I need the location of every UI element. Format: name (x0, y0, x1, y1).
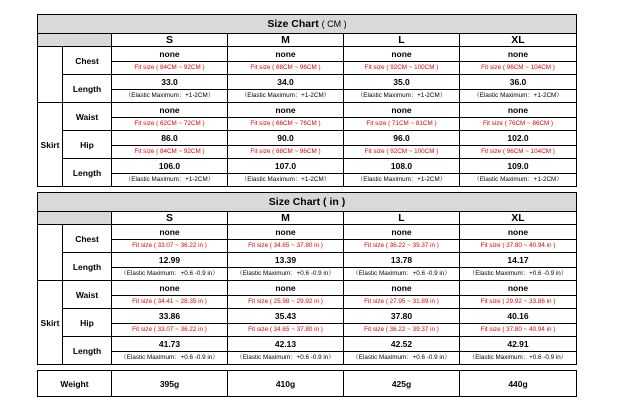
measure-cell (112, 159, 228, 187)
measure-cell (344, 47, 460, 75)
measure-cell (460, 159, 577, 187)
size-chart-cm-table (37, 14, 577, 187)
measure-row-length (38, 337, 577, 365)
measure-row-chest (38, 47, 577, 75)
size-chart-in-title: Size Chart ( in ) (38, 193, 577, 212)
weight-xl: 440g (460, 371, 577, 397)
measure-label: Length (63, 75, 112, 103)
elastic-note: （Elastic Maximum：+1-2CM） (473, 176, 563, 183)
measure-cell (460, 103, 577, 131)
measure-cell (228, 131, 344, 159)
measure-label: Length (63, 337, 112, 365)
elastic-note: （Elastic Maximum：+1-2CM） (356, 176, 447, 183)
size-header-l: L (344, 212, 460, 225)
measure-cell (344, 281, 460, 309)
measure-label: Length (63, 159, 112, 187)
fit-size-note: Fit size ( 29.92 ~ 33.86 in ) (480, 298, 556, 305)
measure-cell (460, 281, 577, 309)
measure-cell (344, 131, 460, 159)
measure-value: 42.13 (228, 337, 343, 352)
measure-value: 34.0 (228, 75, 343, 90)
fit-size-note: Fit size ( 37.80 ~ 40.94 in ) (480, 326, 556, 333)
size-header-xl: XL (460, 212, 577, 225)
measure-cell (112, 131, 228, 159)
fit-size-note: Fit size ( 36.22 ~ 39.37 in ) (364, 242, 439, 249)
measure-cell (460, 337, 577, 365)
fit-size-note: Fit size ( 36.22 ~ 39.37 in ) (364, 326, 439, 333)
measure-cell (344, 103, 460, 131)
measure-value: none (112, 47, 227, 62)
weight-s: 395g (112, 371, 228, 397)
measure-value: 36.0 (460, 75, 576, 90)
measure-value: 13.39 (228, 253, 343, 268)
size-header-s: S (112, 212, 228, 225)
measure-cell (460, 75, 577, 103)
elastic-note: （Elastic Maximum：+0.6 -0.9 in） (236, 354, 335, 361)
measure-value: none (460, 47, 576, 62)
elastic-note: （Elastic Maximum：+1-2CM） (473, 92, 563, 99)
measure-label: Hip (63, 131, 112, 159)
measure-label: Waist (63, 103, 112, 131)
measure-value: 35.43 (228, 309, 343, 324)
elastic-note: （Elastic Maximum：+0.6 -0.9 in） (468, 354, 568, 361)
measure-value: none (460, 103, 576, 118)
measure-value: 33.86 (112, 309, 227, 324)
measure-label: Waist (63, 281, 112, 309)
fit-size-note: Fit size ( 96CM ~ 104CM ) (481, 148, 555, 155)
elastic-note: （Elastic Maximum：+0.6 -0.9 in） (120, 354, 219, 361)
fit-size-note: Fit size ( 33.07 ~ 36.22 in ) (132, 242, 207, 249)
measure-row-length (38, 253, 577, 281)
fit-size-note: Fit size ( 88CM ~ 96CM ) (250, 64, 321, 71)
measure-cell (112, 75, 228, 103)
measure-row-chest (38, 225, 577, 253)
measure-value: 107.0 (228, 159, 343, 174)
measure-cell (228, 253, 344, 281)
weight-table (37, 370, 577, 397)
size-header-xl: XL (460, 34, 577, 47)
measure-cell (460, 253, 577, 281)
measure-row-length (38, 159, 577, 187)
size-header-m: M (228, 212, 344, 225)
measure-cell (228, 103, 344, 131)
measure-label: Chest (63, 225, 112, 253)
measure-label: Hip (63, 309, 112, 337)
size-chart-cm-title: Size Chart ( CM ) (38, 15, 577, 34)
fit-size-note: Fit size ( 76CM ~ 86CM ) (482, 120, 554, 127)
group-top (38, 47, 63, 103)
measure-cell (344, 309, 460, 337)
measure-row-hip (38, 309, 577, 337)
measure-value: 108.0 (344, 159, 459, 174)
measure-row-waist (38, 103, 577, 131)
measure-label: Length (63, 253, 112, 281)
measure-value: 42.52 (344, 337, 459, 352)
measure-value: 42.91 (460, 337, 576, 352)
measure-cell (228, 159, 344, 187)
elastic-note: （Elastic Maximum：+0.6 -0.9 in） (352, 354, 451, 361)
measure-cell (344, 225, 460, 253)
size-header-blank (38, 34, 112, 47)
elastic-note: （Elastic Maximum：+1-2CM） (240, 92, 331, 99)
measure-value: 109.0 (460, 159, 576, 174)
measure-value: 40.16 (460, 309, 576, 324)
group-skirt: Skirt (38, 103, 63, 187)
measure-row-length (38, 75, 577, 103)
measure-cell (460, 47, 577, 75)
weight-m: 410g (228, 371, 344, 397)
fit-size-note: Fit size ( 84CM ~ 92CM ) (134, 64, 205, 71)
measure-value: none (344, 103, 459, 118)
measure-value: 90.0 (228, 131, 343, 146)
fit-size-note: Fit size ( 66CM ~ 76CM ) (250, 120, 321, 127)
measure-value: 106.0 (112, 159, 227, 174)
measure-value: 13.78 (344, 253, 459, 268)
measure-value: 41.73 (112, 337, 227, 352)
measure-cell (344, 75, 460, 103)
elastic-note: （Elastic Maximum：+1-2CM） (124, 176, 215, 183)
fit-size-note: Fit size ( 92CM ~ 100CM ) (364, 148, 439, 155)
weight-l: 425g (344, 371, 460, 397)
group-top (38, 225, 63, 281)
measure-value: 86.0 (112, 131, 227, 146)
measure-row-hip (38, 131, 577, 159)
elastic-note: （Elastic Maximum：+1-2CM） (124, 92, 215, 99)
fit-size-note: Fit size ( 62CM ~ 72CM ) (134, 120, 205, 127)
measure-cell (112, 337, 228, 365)
fit-size-note: Fit size ( 92CM ~ 100CM ) (364, 64, 439, 71)
measure-value: none (228, 47, 343, 62)
fit-size-note: Fit size ( 33.07 ~ 36.22 in ) (132, 326, 207, 333)
fit-size-note: Fit size ( 27.95 ~ 31.89 in ) (364, 298, 439, 305)
measure-cell (112, 103, 228, 131)
measure-cell (228, 225, 344, 253)
measure-value: 12.99 (112, 253, 227, 268)
measure-cell (228, 281, 344, 309)
measure-value: 102.0 (460, 131, 576, 146)
measure-cell (112, 309, 228, 337)
measure-cell (112, 253, 228, 281)
elastic-note: （Elastic Maximum：+0.6 -0.9 in） (468, 270, 568, 277)
fit-size-note: Fit size ( 34.65 ~ 37.80 in ) (248, 242, 323, 249)
measure-value: 96.0 (344, 131, 459, 146)
measure-value: none (344, 225, 459, 240)
measure-cell (228, 75, 344, 103)
fit-size-note: Fit size ( 34.65 ~ 37.80 in ) (248, 326, 323, 333)
measure-value: none (460, 281, 576, 296)
measure-cell (344, 253, 460, 281)
fit-size-note: Fit size ( 71CM ~ 81CM ) (366, 120, 437, 127)
elastic-note: （Elastic Maximum：+0.6 -0.9 in） (236, 270, 335, 277)
measure-value: none (228, 225, 343, 240)
elastic-note: （Elastic Maximum：+0.6 -0.9 in） (352, 270, 451, 277)
size-header-m: M (228, 34, 344, 47)
measure-value: none (112, 225, 227, 240)
measure-value: none (460, 225, 576, 240)
fit-size-note: Fit size ( 25.98 ~ 29.92 in ) (248, 298, 323, 305)
size-header-s: S (112, 34, 228, 47)
measure-cell (460, 225, 577, 253)
fit-size-note: Fit size ( 88CM ~ 96CM ) (250, 148, 321, 155)
size-chart-in-table (37, 192, 577, 365)
elastic-note: （Elastic Maximum：+1-2CM） (240, 176, 331, 183)
measure-cell (112, 47, 228, 75)
measure-value: 33.0 (112, 75, 227, 90)
measure-value: none (112, 103, 227, 118)
measure-cell (228, 309, 344, 337)
measure-value: 37.80 (344, 309, 459, 324)
measure-row-waist (38, 281, 577, 309)
measure-cell (344, 159, 460, 187)
fit-size-note: Fit size ( 96CM ~ 104CM ) (481, 64, 555, 71)
measure-value: none (228, 103, 343, 118)
measure-cell (228, 47, 344, 75)
size-header-l: L (344, 34, 460, 47)
fit-size-note: Fit size ( 34.41 ~ 28.35 in ) (132, 298, 207, 305)
measure-cell (112, 225, 228, 253)
measure-value: 14.17 (460, 253, 576, 268)
fit-size-note: Fit size ( 37.80 ~ 40.94 in ) (480, 242, 556, 249)
fit-size-note: Fit size ( 84CM ~ 92CM ) (134, 148, 205, 155)
measure-value: none (112, 281, 227, 296)
measure-cell (344, 337, 460, 365)
measure-value: none (344, 281, 459, 296)
elastic-note: （Elastic Maximum：+1-2CM） (356, 92, 447, 99)
elastic-note: （Elastic Maximum：+0.6 -0.9 in） (120, 270, 219, 277)
size-header-blank (38, 212, 112, 225)
group-skirt: Skirt (38, 281, 63, 365)
measure-value: none (344, 47, 459, 62)
measure-cell (460, 131, 577, 159)
measure-label: Chest (63, 47, 112, 75)
measure-value: 35.0 (344, 75, 459, 90)
measure-cell (460, 309, 577, 337)
measure-cell (112, 281, 228, 309)
weight-label: Weight (38, 371, 112, 397)
measure-cell (228, 337, 344, 365)
measure-value: none (228, 281, 343, 296)
